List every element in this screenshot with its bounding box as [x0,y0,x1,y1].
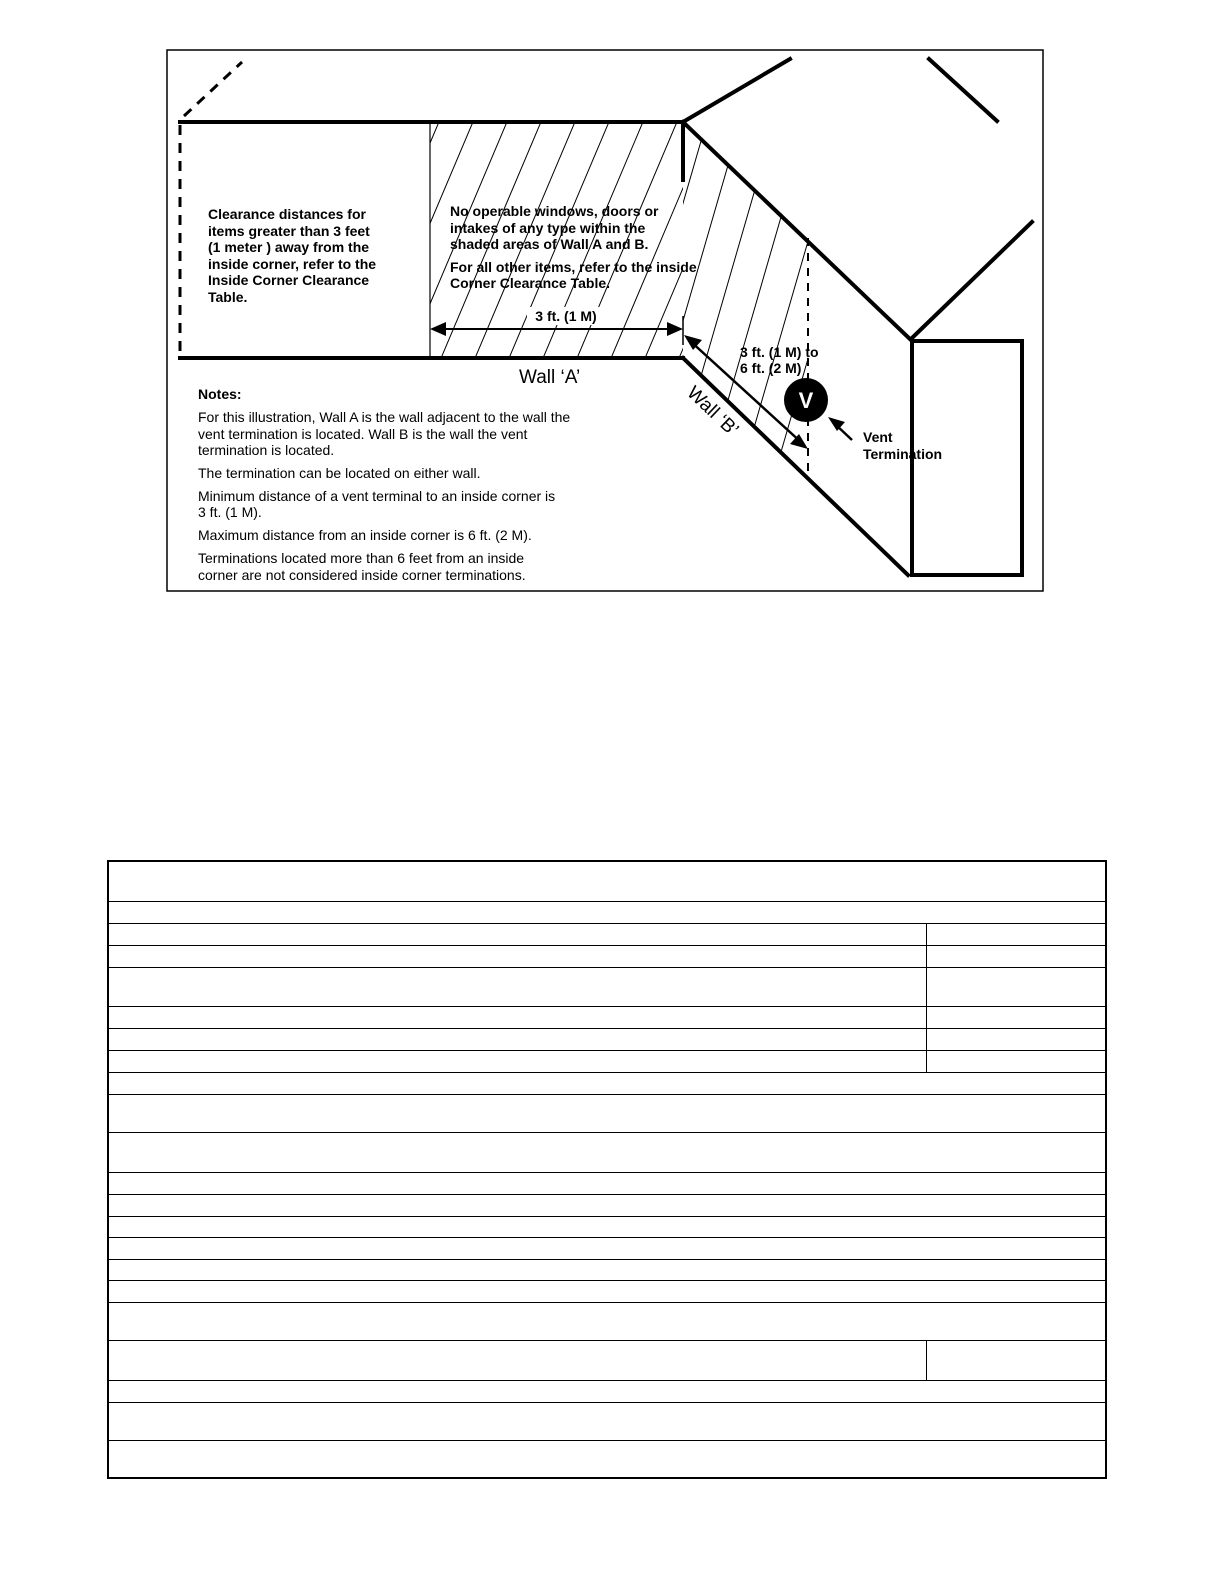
table-row [109,1133,1105,1173]
other-items-note: For all other items, refer to the inside Corner Clearance Table. [450,259,697,291]
roof-line-left [683,59,790,122]
table-row [109,924,1105,946]
clearance-table [107,860,1107,1479]
table-row [109,946,1105,968]
roof-line-lower [912,222,1032,338]
table-row [109,862,1105,902]
notes-text: For this illustration, Wall A is the wall adjacent to the wall the vent termination is located. Wall B is the wall the vent termination is located. The termination can be located on either wall. Minimum distance of a vent terminal to an inside corner is 3 ft. (1 M). Maximum distance from an inside corner is 6 ft. (2 M). Terminations located more than 6 feet from an inside corner are not considered inside corner terminations. [198,409,571,583]
table-row [109,902,1105,924]
table-cell-divider [926,1051,927,1072]
notes-title: Notes: [198,386,242,402]
table-cell-divider [926,968,927,1006]
table-row [109,1073,1105,1095]
hatch-line [702,110,812,490]
vent-pointer-arrowhead [828,417,845,431]
dimension-b-label: 3 ft. (1 M) to 6 ft. (2 M) [740,344,819,376]
table-cell-divider [926,946,927,967]
table-cell-divider [926,924,927,945]
table-row [109,1341,1105,1381]
dashed-roof-left [184,62,242,116]
left-note: Clearance distances for items greater than 3 feet (1 meter ) away from the inside corner, refer to the Inside Corner Clearance Table. [208,206,377,305]
table-row [109,1381,1105,1403]
table-row [109,1403,1105,1441]
table-row [109,968,1105,1007]
table-row [109,1173,1105,1195]
hatch-line [674,110,784,370]
vent-symbol: V [798,388,814,413]
table-row [109,1007,1105,1029]
table-row [109,1195,1105,1217]
hatch-line [600,110,710,490]
table-row [109,1051,1105,1073]
table-row [109,1441,1105,1477]
hatch-line [804,110,914,490]
hatch-line [640,110,750,370]
dimension-a-arrow-right [667,322,683,336]
table-cell-divider [926,1007,927,1028]
table-cell-divider [926,1029,927,1050]
wall-a-label: Wall ‘A’ [519,367,581,388]
table-row [109,1303,1105,1341]
wall-b-outer-line [683,122,912,341]
wall-b-label: Wall ‘B’ [682,382,743,441]
table-row [109,1238,1105,1260]
inside-corner-diagram [0,0,1224,600]
table-row [109,1029,1105,1051]
table-row [109,1217,1105,1238]
dimension-a-label: 3 ft. (1 M) [535,308,597,324]
vent-termination-label: Vent Termination [863,429,943,462]
table-cell-divider [926,1341,927,1380]
table-row [109,1260,1105,1281]
roof-line-right [929,59,997,121]
table-row [109,1281,1105,1303]
dimension-a-arrow-left [430,322,446,336]
table-row [109,1095,1105,1133]
shaded-area-note: No operable windows, doors or intakes of any type within the shaded areas of Wall A and B. [450,203,659,252]
